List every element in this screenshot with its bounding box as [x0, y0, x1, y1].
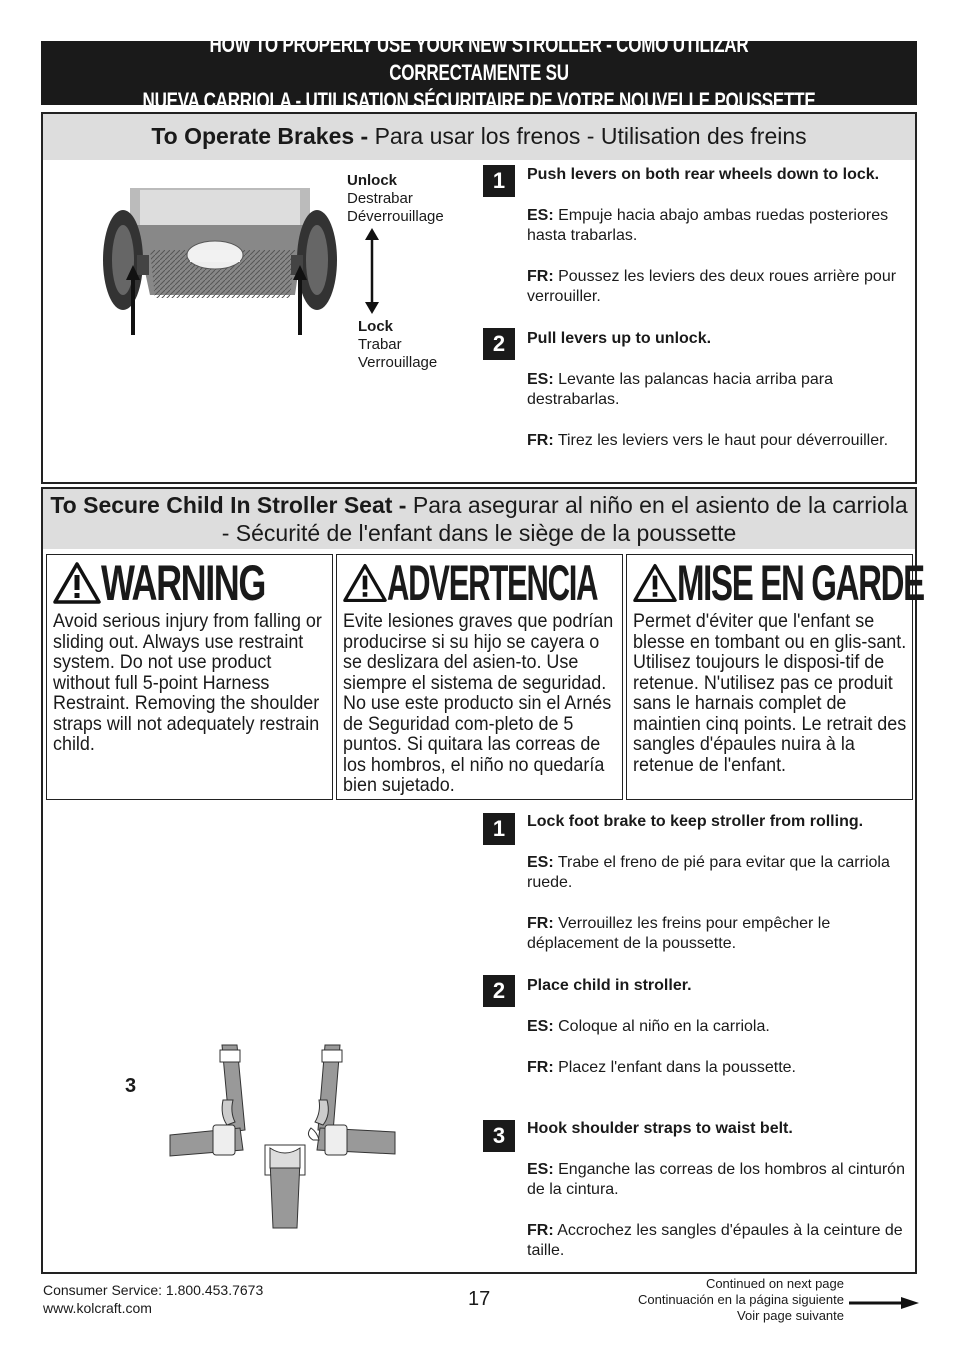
secure-step-3: [527, 1119, 912, 1261]
secure-title-bold: To Secure Child In Stroller Seat -: [50, 492, 407, 518]
warning-box-fr: [626, 554, 924, 800]
secure-title: [43, 489, 915, 549]
secure-step-1-number: 1: [483, 813, 515, 845]
header-line-2: NUEVA CARRIOLA - UTILISATION SÉCURITAIRE DE VOTRE NOUVELLE POUSSETTE: [142, 88, 816, 113]
secure-step-2-en: Place child in stroller.: [527, 977, 692, 994]
secure-step-3-number: 3: [483, 1120, 515, 1152]
warning-triangle-icon: [53, 562, 101, 604]
warning-triangle-icon: [343, 562, 387, 604]
secure-step-1-es: ES: Trabe el freno de pié para evitar que la carriola ruede.: [527, 854, 890, 891]
brakes-title-bold: To Operate Brakes -: [151, 123, 369, 149]
footer-contact: [43, 1281, 263, 1317]
brake-step-1-es: ES: Empuje hacia abajo ambas ruedas posteriores hasta trabarlas.: [527, 207, 889, 244]
continued-note: Continued on next page Continuación en la página siguiente Voir page suivante: [638, 1276, 844, 1323]
arrow-right-icon: [849, 1296, 919, 1310]
consumer-service: Consumer Service: 1.800.453.7673: [43, 1282, 264, 1298]
brake-step-1-number: 1: [483, 165, 515, 197]
brakes-title: [43, 114, 915, 160]
secure-step-2-fr: FR: Placez l'enfant dans la poussette.: [527, 1059, 796, 1076]
page-number: 17: [468, 1288, 491, 1310]
lock-unlock-arrow-icon: [362, 228, 382, 314]
brakes-title-rest: Para usar los frenos - Utilisation des freins: [368, 123, 807, 149]
brake-step-2-fr: FR: Tirez les leviers vers le haut pour déverrouiller.: [527, 432, 889, 449]
warning-text-en: Avoid serious injury from falling or sliding out. Always use restraint system. Do not use product without full 5-point Harness Restraint. Removing the shoulder straps will not adequately restrain child.: [53, 610, 322, 755]
secure-title-rest-2: - Sécurité de l'enfant dans le siège de la poussette: [221, 520, 737, 546]
secure-step-1-fr: FR: Verrouillez les freins pour empêcher le déplacement de la poussette.: [527, 915, 831, 952]
secure-step-1: [527, 812, 912, 975]
brake-step-1: [527, 165, 912, 328]
secure-step-3-en: Hook shoulder straps to waist belt.: [527, 1120, 793, 1137]
secure-step-2: [527, 976, 912, 1099]
warning-text-fr: Permet d'éviter que l'enfant se blesse en tombant ou en glis-sant. Utilisez toujours le disposi-tif de retenue. N'utilisez pas ce produit sans le harnais complet de maintien cinq points. Le retrait des sangles d'épaules nuira à la retenue de l'enfant.: [633, 610, 907, 776]
brake-step-2: [527, 329, 912, 472]
unlock-label: Unlock Destrabar Déverrouillage: [347, 172, 444, 225]
warning-title-en: WARNING: [101, 555, 265, 611]
secure-step-3-es: ES: Enganche las correas de los hombros al cinturón de la cintura.: [527, 1161, 905, 1198]
harness-buckle-illustration: [165, 1040, 400, 1230]
header-line-1: HOW TO PROPERLY USE YOUR NEW STROLLER - CÓMO UTILIZAR CORRECTAMENTE SU: [209, 32, 749, 85]
lock-label: Lock Trabar Verrouillage: [358, 318, 438, 371]
secure-step-2-number: 2: [483, 975, 515, 1007]
warning-triangle-icon: [633, 562, 677, 604]
secure-title-rest-1: Para asegurar al niño en el asiento de la carriola: [406, 492, 908, 518]
brake-step-1-en: Push levers on both rear wheels down to lock.: [527, 166, 880, 183]
secure-step-3-fr: FR: Accrochez les sangles d'épaules à la ceinture de taille.: [527, 1222, 903, 1259]
brake-step-2-en: Pull levers up to unlock.: [527, 330, 712, 347]
website: www.kolcraft.com: [43, 1300, 152, 1316]
brake-step-2-number: 2: [483, 328, 515, 360]
brake-step-2-es: ES: Levante las palancas hacia arriba para destrabarlas.: [527, 371, 833, 408]
warning-box-en: [46, 554, 333, 800]
page-header: [41, 32, 917, 113]
figure-number: 3: [125, 1075, 137, 1097]
stroller-brake-illustration: [95, 180, 345, 340]
brake-step-1-fr: FR: Poussez les leviers des deux roues arrière pour verrouiller.: [527, 268, 897, 305]
warning-box-es: [336, 554, 623, 800]
secure-step-1-en: Lock foot brake to keep stroller from rolling.: [527, 813, 864, 830]
secure-step-2-es: ES: Coloque al niño en la carriola.: [527, 1018, 770, 1035]
warning-title-es: ADVERTENCIA: [387, 555, 598, 611]
warning-text-es: Evite lesiones graves que podrían producirse si su hijo se cayera o se deslizara del asien-to. Use siempre el sistema de seguridad. No use este producto sin el Arnés de Seguridad com-pleto de 5 puntos. Si quitara las correas de los hombros, el niño no quedaría bien sujetado.: [343, 610, 614, 796]
warning-title-fr: MISE EN GARDE: [677, 555, 924, 611]
